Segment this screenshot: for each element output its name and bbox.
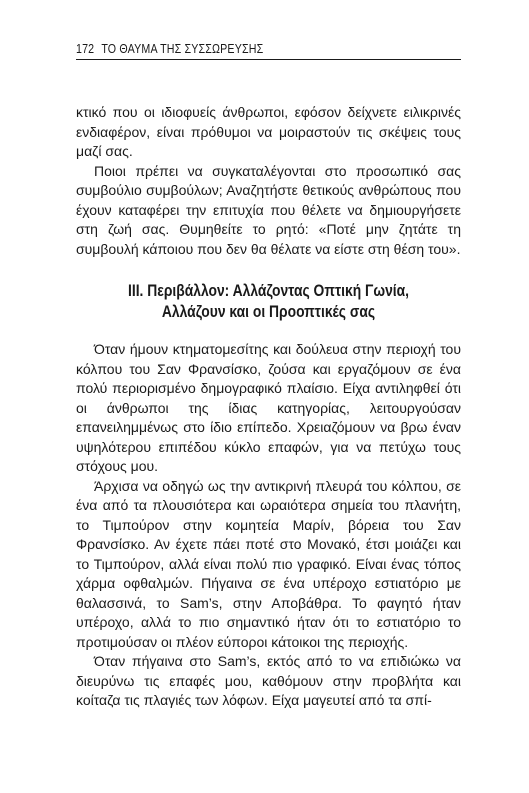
page-number: 172 — [76, 41, 95, 56]
paragraph-advisors: Ποιοι πρέπει να συγκαταλέγονται στο προσωπικό σας συμβούλιο συμβούλων; Αναζητήστε θετικούς ανθρώπους που έχουν καταφέρει την επιτυχία που θέλετε να δημιουργήσετε στη ζωή σας. Θυμηθείτε το ρητό: «Ποτέ μην ζητάτε τη συμβουλή κάποιου που δεν θα θέλατε να είστε στη θέση του». — [76, 162, 461, 257]
running-title: ΤΟ ΘΑΥΜΑ ΤΗΣ ΣΥΣΣΩΡΕΥΣΗΣ — [101, 41, 264, 56]
header-rule — [76, 59, 461, 60]
running-header — [76, 41, 263, 56]
paragraph-sams: Όταν πήγαινα στο Sam’s, εκτός από το να επιδιώκω να διευρύνω τις επαφές μου, καθόμουν στην προβλήτα και κοίταζα τις πλαγιές των λόφων. Είχα μαγευτεί από τα σπί- — [76, 653, 461, 708]
paragraph-continued: κτικό που οι ιδιοφυείς άνθρωποι, εφόσον δείχνετε ειλικρινές ενδιαφέρον, είναι πρόθυμοι να μοιραστούν τις σκέψεις τους μαζί σας. — [76, 104, 461, 159]
section-heading — [107, 281, 430, 323]
page-body — [76, 103, 461, 711]
paragraph-realtor: Όταν ήμουν κτηματομεσίτης και δούλευα στην περιοχή του κόλπου του Σαν Φρανσίσκο, ζούσα και εργαζόμουν σε ένα πολύ περιορισμένο δημογραφικό πλαίσιο. Είχα αντιληφθεί ότι οι άνθρωποι της ίδιας κατηγορίας, λειτουργούσαν επανειλημμένως στο ίδιο επίπεδο. Χρειαζόμουν να βρω έναν υψηλότερου επιπέδου κύκλο επαφών, για να πετύχω τους στόχους μου. — [76, 341, 461, 474]
section-heading-line-2: Αλλάζουν και οι Προοπτικές σας — [161, 303, 376, 321]
paragraph-tiburon: Άρχισα να οδηγώ ως την αντικρινή πλευρά του κόλπου, σε ένα από τα πλουσιότερα και ωραιότερα σημεία του πλανήτη, το Τιμπούρον στην κομητεία Μαρίν, βόρεια του Σαν Φρανσίσκο. Αν έχετε πάει ποτέ στο Μονακό, έτσι μοιάζει και το Τιμπούρον, αλλά είναι πολύ πιο γραφικό. Είναι ένας τόπος χάρμα οφθαλμών. Πήγαινα σε ένα υπέροχο εστιατόριο με θαλασσινά, το Sam’s, στην Αποβάθρα. Το φαγητό ήταν υπέροχο, αλλά το πιο σημαντικό ήταν ότι το εστιατόριο το προτιμούσαν οι πλέον εύποροι κάτοικοι της περιοχής. — [76, 477, 461, 650]
section-heading-line-1: ΙΙΙ. Περιβάλλον: Αλλάζοντας Οπτική Γωνία, — [127, 282, 410, 300]
